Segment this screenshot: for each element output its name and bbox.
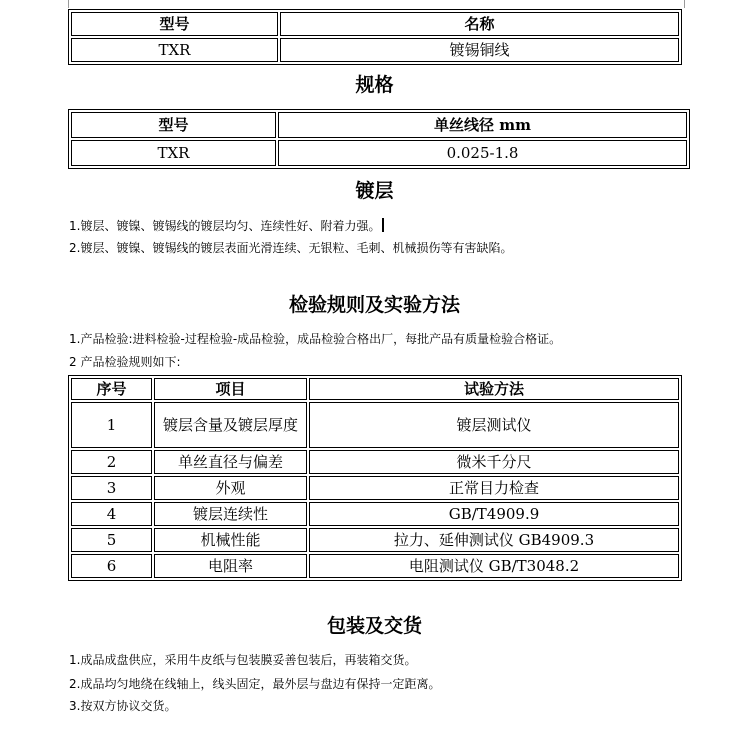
table-row — [71, 140, 687, 166]
header-model: 型号 — [71, 112, 276, 138]
text-cursor — [382, 218, 384, 232]
cell-index: 2 — [71, 450, 152, 474]
cell-index: 5 — [71, 528, 152, 552]
cell-model: TXR — [71, 140, 276, 166]
header-method: 试验方法 — [309, 378, 679, 400]
cell-item: 镀层连续性 — [154, 502, 307, 526]
header-index: 序号 — [71, 378, 152, 400]
table-row — [71, 528, 679, 552]
cell-wire-diameter: 0.025-1.8 — [278, 140, 687, 166]
cell-item: 镀层含量及镀层厚度 — [154, 402, 307, 448]
page-margin-mark-right — [684, 0, 695, 8]
cell-index: 4 — [71, 502, 152, 526]
cell-method: 拉力、延伸测试仪 GB4909.3 — [309, 528, 679, 552]
plating-item-1 — [69, 218, 384, 234]
cell-item: 单丝直径与偏差 — [154, 450, 307, 474]
product-name-table — [68, 9, 682, 65]
cell-index: 6 — [71, 554, 152, 578]
plating-item-1-text: 1.镀层、镀镍、镀锡线的镀层均匀、连续性好、附着力强。 — [69, 219, 381, 233]
table-header-row — [71, 378, 679, 400]
packaging-item-1: 1.成品成盘供应，采用牛皮纸与包装膜妥善包装后，再装箱交货。 — [69, 653, 417, 667]
table-row — [71, 476, 679, 500]
spec-heading: 规格 — [355, 74, 394, 96]
cell-method: 电阻测试仪 GB/T3048.2 — [309, 554, 679, 578]
table-row — [71, 38, 679, 62]
packaging-heading: 包装及交货 — [326, 615, 422, 637]
packaging-item-3: 3.按双方协议交货。 — [69, 699, 177, 713]
cell-item: 电阻率 — [154, 554, 307, 578]
table-row — [71, 502, 679, 526]
header-model: 型号 — [71, 12, 278, 36]
cell-name: 镀锡铜线 — [280, 38, 679, 62]
table-header-row — [71, 12, 679, 36]
cell-method: 微米千分尺 — [309, 450, 679, 474]
table-row — [71, 402, 679, 448]
packaging-item-2: 2.成品均匀地绕在线轴上，线头固定，最外层与盘边有保持一定距离。 — [69, 677, 441, 691]
header-wire-diameter: 单丝线径 mm — [278, 112, 687, 138]
page-margin-mark-left — [58, 0, 69, 8]
plating-item-2: 2.镀层、镀镍、镀锡线的镀层表面光滑连续、无银粒、毛刺、机械损伤等有害缺陷。 — [69, 241, 513, 255]
cell-method: 正常目力检查 — [309, 476, 679, 500]
cell-method: GB/T4909.9 — [309, 502, 679, 526]
header-item: 项目 — [154, 378, 307, 400]
inspection-item-2: 2 产品检验规则如下: — [69, 355, 181, 369]
cell-index: 3 — [71, 476, 152, 500]
table-header-row — [71, 112, 687, 138]
cell-index: 1 — [71, 402, 152, 448]
plating-heading: 镀层 — [355, 180, 394, 202]
header-name: 名称 — [280, 12, 679, 36]
cell-model: TXR — [71, 38, 278, 62]
spec-table — [68, 109, 690, 169]
cell-item: 外观 — [154, 476, 307, 500]
cell-method: 镀层测试仪 — [309, 402, 679, 448]
inspection-heading: 检验规则及实验方法 — [288, 294, 460, 316]
inspection-table — [68, 375, 682, 581]
cell-item: 机械性能 — [154, 528, 307, 552]
table-row — [71, 450, 679, 474]
inspection-item-1: 1.产品检验:进料检验-过程检验-成品检验，成品检验合格出厂，每批产品有质量检验合格证。 — [69, 332, 562, 346]
table-row — [71, 554, 679, 578]
